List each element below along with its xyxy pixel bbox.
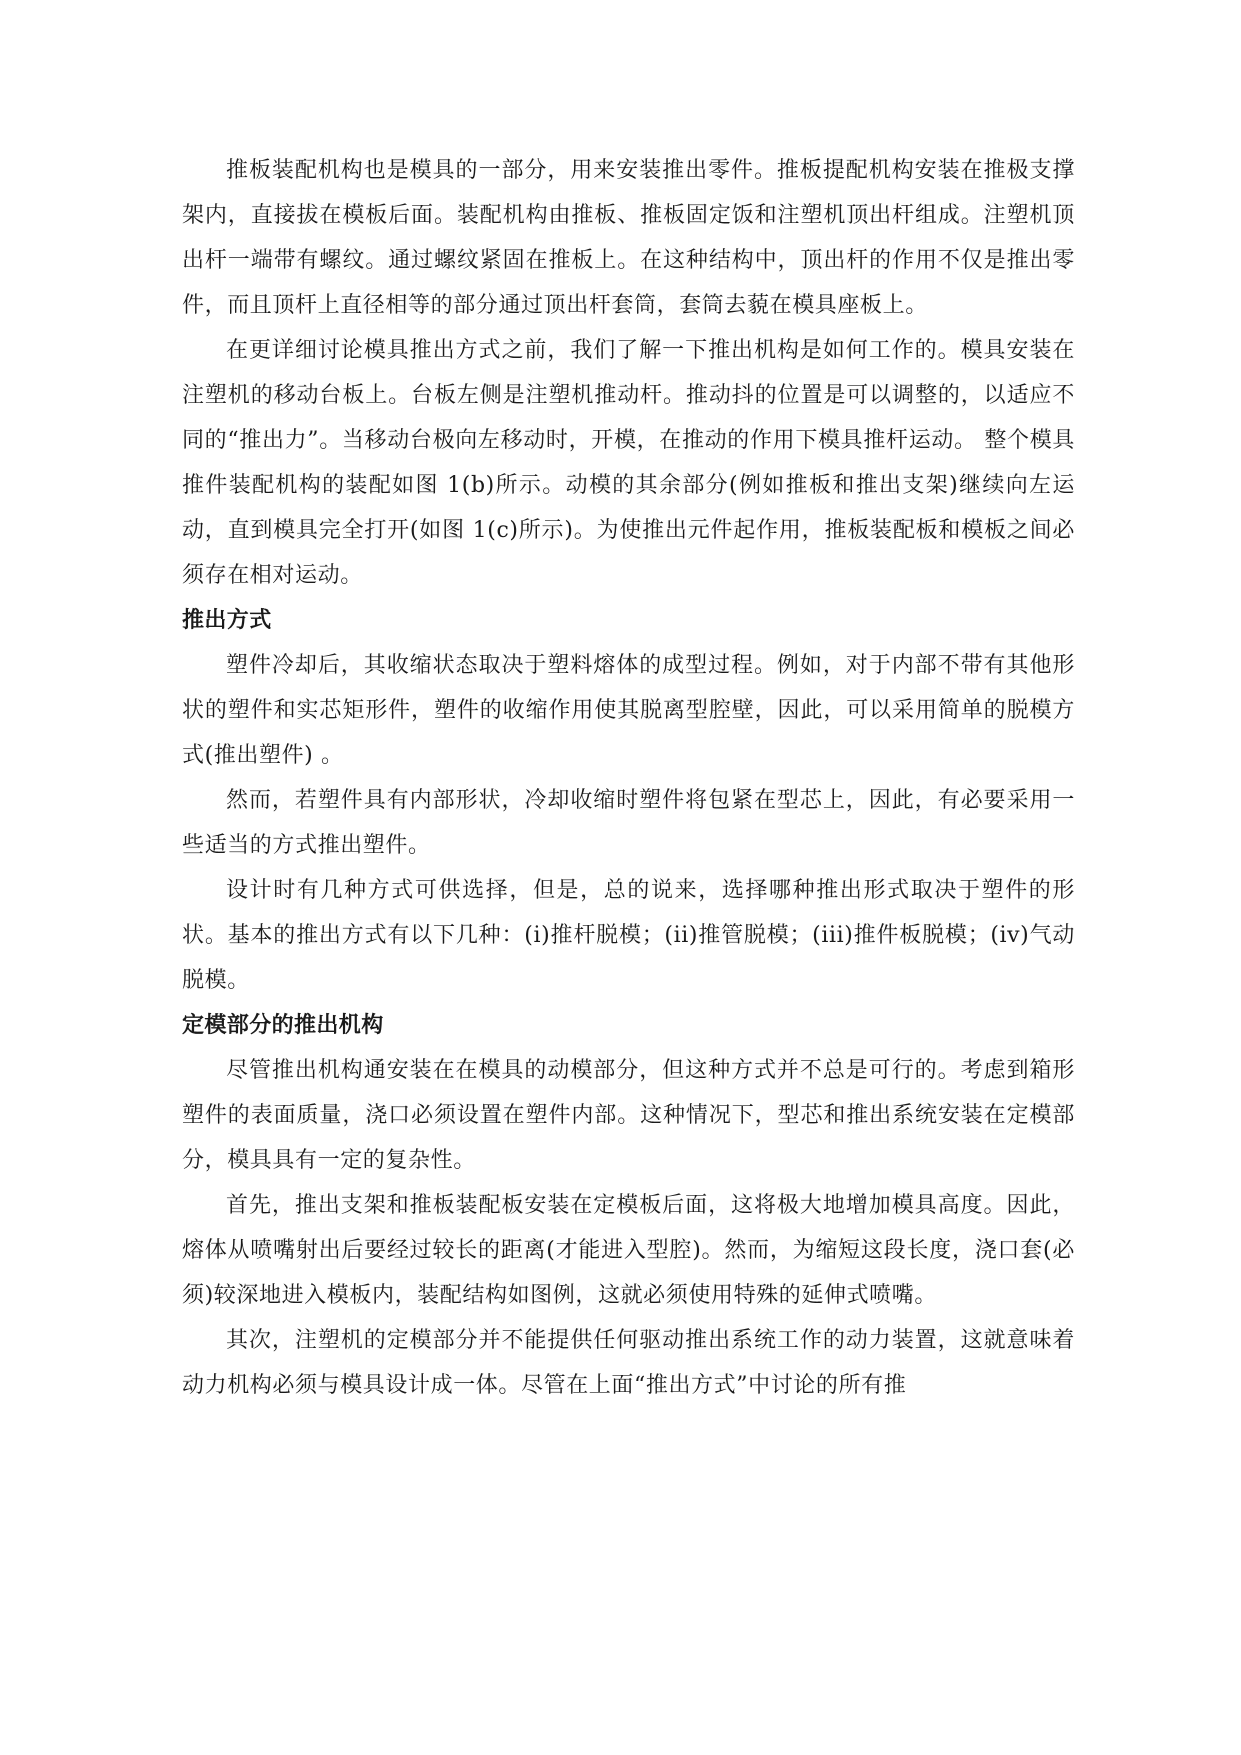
paragraph-part-shrinkage: 塑件冷却后，其收缩状态取决于塑料熔体的成型过程。例如，对于内部不带有其他形状的塑件和实芯矩形件，塑件的收缩作用使其脱离型腔壁，因此，可以采用简单的脱模方式(推出塑件) 。 xyxy=(182,653,1075,768)
paragraph-first-issue: 首先，推出支架和推板装配板安装在定模板后面，这将极大地增加模具高度。因此，熔体从喷嘴射出后要经过较长的距离(才能进入型腔)。然而，为缩短这段长度，浇口套(必须)较深地进入模板内，装配结构如图例，这就必须使用特殊的延伸式喷嘴。 xyxy=(182,1193,1075,1308)
heading-fixed-half-ejection: 定模部分的推出机构 xyxy=(182,1013,384,1038)
document-page xyxy=(182,148,1075,1408)
paragraph-ejection-mechanism: 在更详细讨论模具推出方式之前，我们了解一下推出机构是如何工作的。模具安装在注塑机的移动台板上。台板左侧是注塑机推动杆。推动抖的位置是可以调整的，以适应不同的“推出力”。当移动台极向左移动时，开模，在推动的作用下模具推杆运动。 整个模具推件装配机构的装配如图 1(b)所示。动模的其余部分(例如推板和推出支架)继续向左运动，直到模具完全打开(如图 1(c)所示)。为使推出元件起作用，推板装配板和模板之间必须存在相对运动。 xyxy=(182,338,1075,588)
paragraph-fixed-half-intro: 尽管推出机构通安装在在模具的动模部分，但这种方式并不总是可行的。考虑到箱形塑件的表面质量，浇口必须设置在塑件内部。这种情况下，型芯和推出系统安装在定模部分，模具具有一定的复杂性。 xyxy=(182,1058,1075,1173)
paragraph-second-issue: 其次，注塑机的定模部分并不能提供任何驱动推出系统工作的动力装置，这就意味着动力机构必须与模具设计成一体。尽管在上面“推出方式”中讨论的所有推 xyxy=(182,1328,1075,1398)
paragraph-basic-methods: 设计时有几种方式可供选择，但是，总的说来，选择哪种推出形式取决于塑件的形状。基本的推出方式有以下几种：(i)推杆脱模；(ii)推管脱模；(iii)推件板脱模；(iv)气动脱模。 xyxy=(182,878,1075,993)
heading-ejection-methods: 推出方式 xyxy=(182,608,272,633)
paragraph-internal-shape: 然而，若塑件具有内部形状，冷却收缩时塑件将包紧在型芯上，因此，有必要采用一些适当的方式推出塑件。 xyxy=(182,788,1075,858)
paragraph-ejector-assembly: 推板装配机构也是模具的一部分，用来安装推出零件。推板提配机构安装在推极支撑架内，直接拔在模板后面。装配机构由推板、推板固定饭和注塑机顶出杆组成。注塑机顶出杆一端带有螺纹。通过螺纹紧固在推板上。在这种结构中，顶出杆的作用不仅是推出零件，而且顶杆上直径相等的部分通过顶出杆套筒，套筒去藐在模具座板上。 xyxy=(182,158,1075,318)
